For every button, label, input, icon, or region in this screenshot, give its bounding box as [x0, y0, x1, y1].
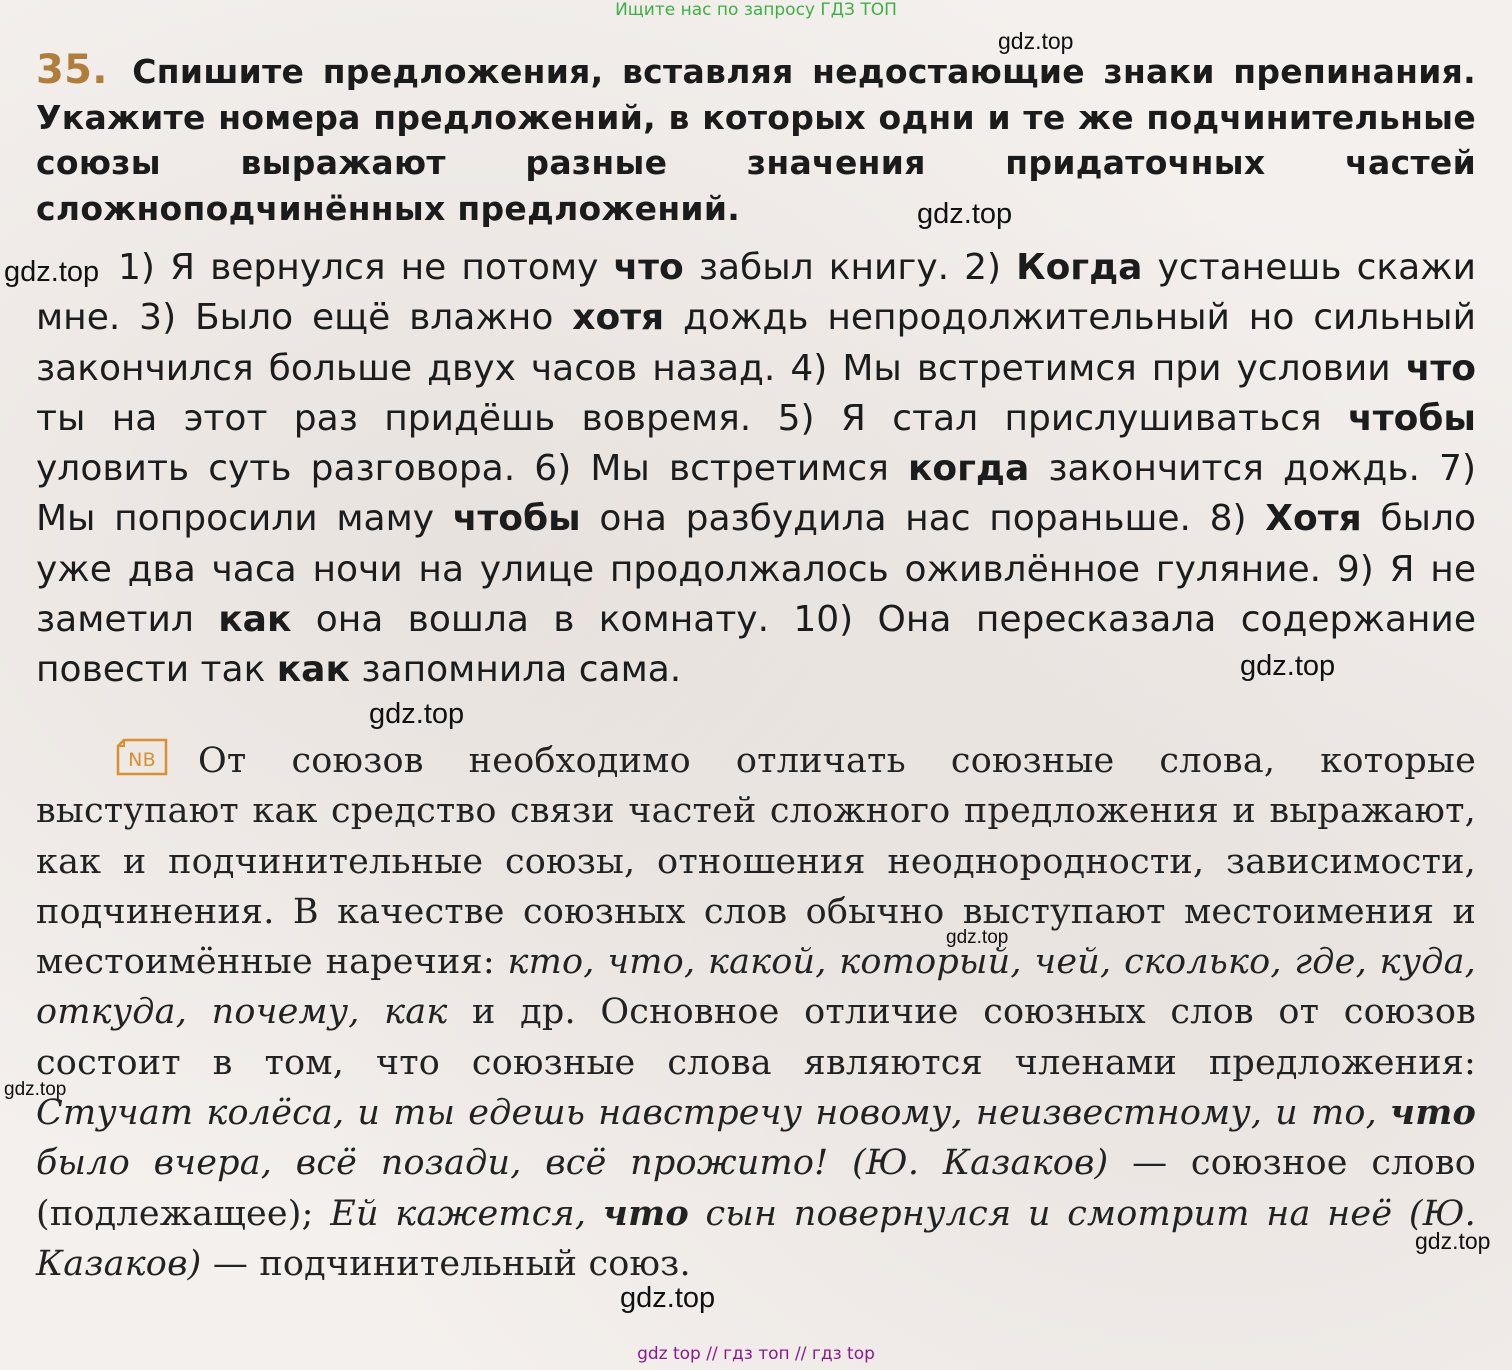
sentence-list: [36, 243, 1476, 696]
watermark: gdz.top: [946, 927, 1009, 948]
sentence: 6) Мы встретимся когда закончится дождь.: [515, 448, 1420, 490]
sentence: 9) Я не заметил как она вошла в комнату.: [36, 548, 1476, 641]
sentence: 4) Мы встретимся при условии что ты на этот раз придёшь вовремя.: [36, 347, 1476, 439]
exercise-task: [36, 48, 1476, 231]
sentence: 5) Я стал прислушиваться чтобы уловить суть разговора.: [36, 397, 1476, 490]
nb-rule: NB От союзов необходимо отличать союзные слова, которые выступают как средство связи частей сложного предложения и выражают, как и подчинительные союзы, отношения неоднородности, зависимости, подчинения. В качестве союзных слов обычно выступают местоимения и местоимённые наречия: кто, что, какой, который, чей, сколько, где, куда, откуда, почему, как и др. Основное отличие союзных слов от союзов состоит в том, что союзные слова являются членами предложения: Стучат колёса, и ты едешь навстречу новому, неизвестному, и то, что было вчера, всё позади, всё прожито! (Ю. Казаков) — союзное слово (подлежащее); Ей кажется, что сын повернулся и смотрит на неё (Ю. Казаков) — подчинительный союз.: [36, 736, 1476, 1289]
task-instruction: Спишите предложения, вставляя недостающие знаки препинания. Укажите номера предложений, в которых одни и те же подчинительные союзы выражают разные значения придаточных частей сложноподчинённых предложений.: [36, 52, 1476, 228]
watermark: gdz.top: [1415, 1228, 1491, 1254]
watermark: gdz.top: [998, 28, 1074, 54]
sentence: 10) Она пересказала содержание повести так как запомнила сама.: [36, 599, 1476, 691]
exercise-number: 35.: [36, 47, 108, 93]
sentence: 1) Я вернулся не потому что забыл книгу.: [118, 247, 950, 288]
footer-links[interactable]: gdz top // гдз топ // гдз top: [637, 1344, 875, 1364]
task-text: [36, 48, 1476, 231]
watermark: gdz.top: [1240, 650, 1336, 682]
sentence: 7) Мы попросили маму чтобы она разбудила нас пораньше.: [36, 448, 1476, 540]
nb-paragraph: От союзов необходимо отличать союзные слова, которые выступают как средство связи частей сложного предложения и выражают, как и подчинительные союзы, отношения неоднородности, зависимости, подчинения. В качестве союзных слов обычно выступают местоимения и местоимённые наречия:: [36, 741, 1476, 983]
watermark: gdz.top: [4, 1079, 67, 1100]
svg-text:NB: NB: [128, 749, 156, 771]
watermark: gdz.top: [4, 256, 100, 288]
top-banner[interactable]: Ищите нас по запросу ГДЗ ТОП: [615, 0, 897, 20]
watermark: gdz.top: [620, 1282, 716, 1314]
sentence: 8) Хотя было уже два часа ночи на улице продолжалось оживлённое гуляние.: [36, 498, 1477, 590]
watermark: gdz.top: [369, 698, 465, 730]
nb-quote: Ей кажется, что сын повернулся и смотрит на неё (Ю. Казаков): [36, 1192, 1476, 1284]
watermark: gdz.top: [917, 198, 1013, 230]
sentence: 3) Было ещё влажно хотя дождь непродолжительный но сильный закончился больше двух часов назад.: [36, 297, 1476, 389]
sentence: 2) Когда устанешь скажи мне.: [36, 247, 1476, 339]
nb-note-icon: [116, 738, 168, 774]
nb-quote: Стучат колёса, и ты едешь навстречу новому, неизвестному, и то, что было вчера, всё позади, всё прожито! (Ю. Казаков): [36, 1092, 1476, 1184]
nb-examples: кто, что, какой, который, чей, сколько, где, куда, откуда, почему, как: [36, 942, 1476, 1033]
